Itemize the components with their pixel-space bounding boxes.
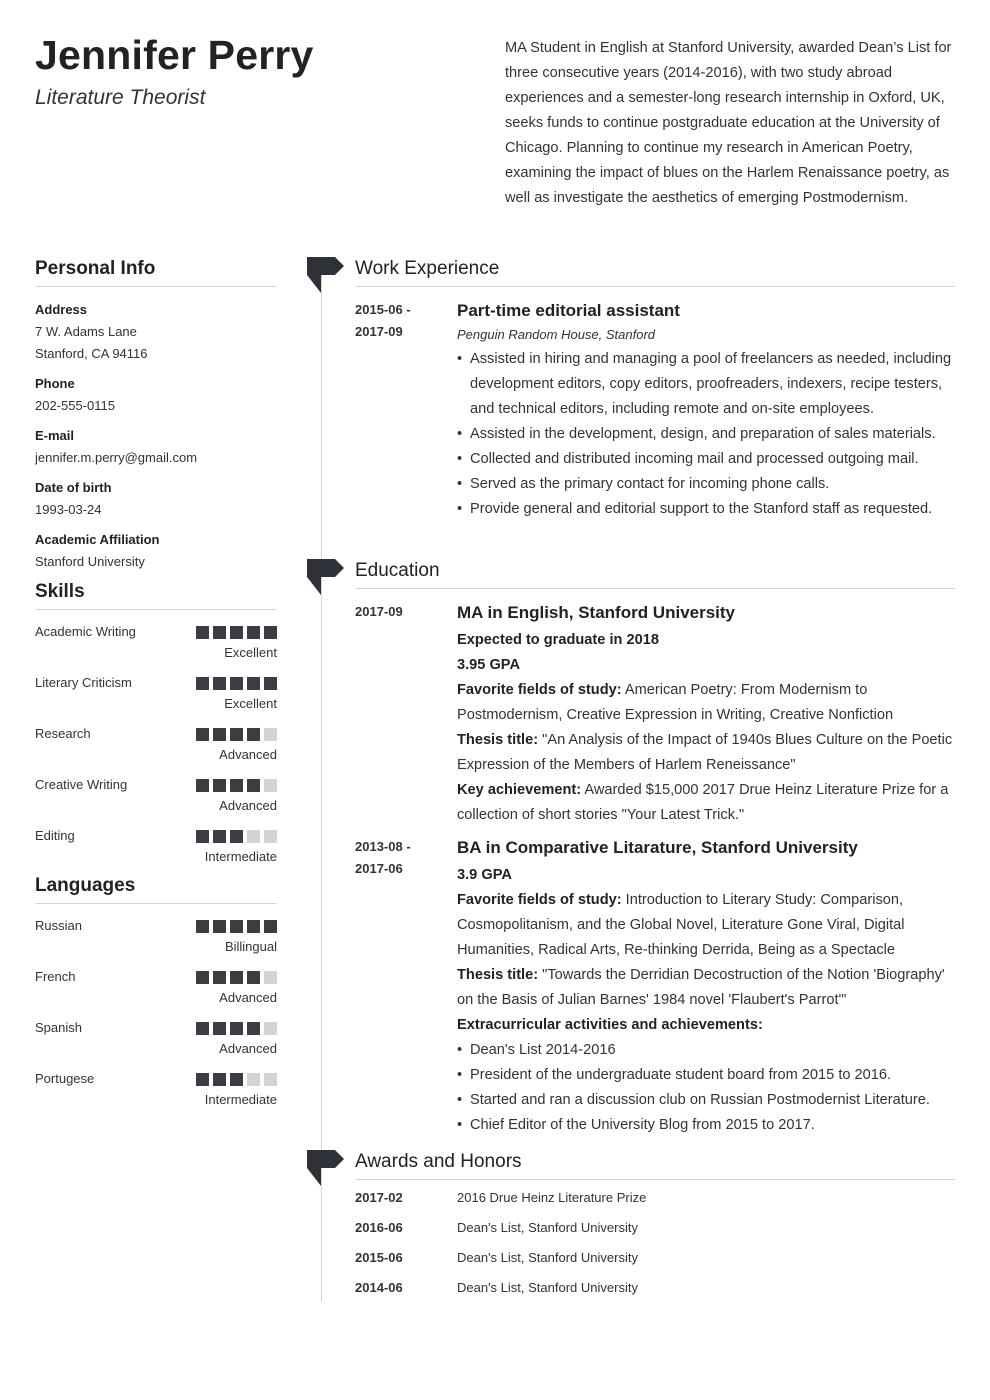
- section-marker-icon: [307, 1150, 344, 1187]
- award-date: 2014-06: [355, 1280, 403, 1295]
- education-entry-ma: [355, 601, 955, 828]
- rating-filled-square: [213, 677, 226, 690]
- date-start: 2015-06 -: [355, 302, 411, 317]
- rating-filled-square: [213, 1073, 226, 1086]
- skill-rating: [196, 830, 277, 843]
- rating-filled-square: [213, 1022, 226, 1035]
- rating-filled-square: [230, 1022, 243, 1035]
- thesis-text: "Towards the Derridian Decostruction of the Notion 'Biography' on the Basis of Julian Barnes' 1984 novel 'Flaubert's Parrot'": [457, 967, 945, 1008]
- rating-filled-square: [247, 677, 260, 690]
- extracurricular-label: Extracurricular activities and achievements:: [457, 1017, 763, 1033]
- rating-filled-square: [213, 779, 226, 792]
- rating-filled-square: [230, 920, 243, 933]
- personal-info-list: [35, 287, 277, 573]
- info-label: Address: [35, 302, 88, 317]
- info-label: E-mail: [35, 428, 75, 443]
- language-row: [35, 914, 277, 965]
- rating-filled-square: [213, 920, 226, 933]
- candidate-role: Literature Theorist: [35, 86, 206, 109]
- skill-name: Research: [35, 726, 91, 741]
- languages-title: Languages: [35, 875, 277, 904]
- rating-filled-square: [196, 677, 209, 690]
- education-title: Education: [355, 560, 955, 589]
- info-value: jennifer.m.perry@gmail.com: [35, 450, 198, 465]
- language-level: Billingual: [224, 939, 277, 954]
- section-marker-icon: [307, 559, 344, 596]
- profile-summary: MA Student in English at Stanford University, awarded Dean’s List for three consecutive years (2014-2016), with two study abroad experiences and a semester-long research internship in Oxford, UK, seeks funds to continue postgraduate education at the University of Chicago. Planning to continue my research in American Poetry, examining the impact of blues on the Harlem Renaissance poetry, as well as investigate the aesthetics of emerging Postmodernism.: [505, 40, 952, 206]
- rating-filled-square: [196, 728, 209, 741]
- skill-name: Academic Writing: [35, 624, 136, 639]
- rating-filled-square: [247, 728, 260, 741]
- key-label: Key achievement:: [457, 782, 582, 798]
- skill-level: Excellent: [224, 645, 277, 660]
- rating-filled-square: [230, 830, 243, 843]
- entry-body: [457, 836, 955, 1138]
- rating-filled-square: [213, 728, 226, 741]
- language-level: Advanced: [219, 990, 277, 1005]
- list-item: • Collected and distributed incoming mail and processed outgoing mail.: [457, 447, 955, 472]
- awards-section: [355, 1151, 955, 1306]
- skill-rating: [196, 626, 277, 639]
- info-phone: [35, 373, 277, 417]
- fields-of-study: [457, 678, 955, 728]
- extracurricular-bullets: [457, 1038, 955, 1138]
- rating-filled-square: [196, 1073, 209, 1086]
- rating-empty-square: [264, 779, 277, 792]
- info-value: Stanford, CA 94116: [35, 346, 148, 361]
- rating-empty-square: [264, 728, 277, 741]
- entry-date: [355, 836, 445, 880]
- fields-label: Favorite fields of study:: [457, 892, 622, 908]
- rating-filled-square: [264, 677, 277, 690]
- rating-filled-square: [230, 971, 243, 984]
- skill-level: Excellent: [224, 696, 277, 711]
- list-item: • Served as the primary contact for incoming phone calls.: [457, 472, 955, 497]
- language-row: [35, 1067, 277, 1118]
- skill-row: [35, 620, 277, 671]
- rating-filled-square: [213, 626, 226, 639]
- fields-label: Favorite fields of study:: [457, 682, 622, 698]
- skill-row: [35, 773, 277, 824]
- job-bullets: [457, 347, 955, 522]
- rating-filled-square: [230, 1073, 243, 1086]
- rating-filled-square: [230, 626, 243, 639]
- entry-date: 2017-09: [355, 604, 403, 619]
- thesis: [457, 963, 955, 1013]
- award-name: Dean's List, Stanford University: [457, 1220, 638, 1235]
- award-row: [355, 1216, 955, 1246]
- education-section: [355, 560, 955, 1138]
- degree-title: MA in English, Stanford University: [457, 603, 736, 622]
- skill-name: Editing: [35, 828, 75, 843]
- language-level: Advanced: [219, 1041, 277, 1056]
- date-end: 2017-09: [355, 324, 403, 339]
- award-row: [355, 1276, 955, 1306]
- rating-filled-square: [196, 1022, 209, 1035]
- skill-rating: [196, 728, 277, 741]
- info-address: [35, 299, 277, 365]
- skill-rating: [196, 677, 277, 690]
- rating-empty-square: [247, 830, 260, 843]
- skill-row: [35, 722, 277, 773]
- skill-rating: [196, 779, 277, 792]
- rating-filled-square: [196, 626, 209, 639]
- award-name: Dean's List, Stanford University: [457, 1280, 638, 1295]
- list-item: • President of the undergraduate student board from 2015 to 2016.: [457, 1063, 955, 1088]
- degree-title: BA in Comparative Litarature, Stanford University: [457, 838, 858, 857]
- fields-text: American Poetry: From Modernism to Postmodernism, Creative Expression in Writing, Creative Nonfiction: [457, 682, 894, 723]
- language-level: Intermediate: [204, 1092, 277, 1107]
- info-value: 7 W. Adams Lane: [35, 324, 137, 339]
- language-rating: [196, 1022, 277, 1035]
- award-row: [355, 1186, 955, 1216]
- language-name: Russian: [35, 918, 82, 933]
- info-value: 202-555-0115: [35, 398, 115, 413]
- job-title: Part-time editorial assistant: [457, 301, 680, 320]
- education-entry-ba: [355, 836, 955, 1138]
- rating-empty-square: [247, 1073, 260, 1086]
- rating-filled-square: [213, 971, 226, 984]
- rating-empty-square: [264, 1022, 277, 1035]
- list-item: • Dean's List 2014-2016: [457, 1038, 955, 1063]
- award-name: 2016 Drue Heinz Literature Prize: [457, 1190, 647, 1205]
- gpa: 3.95 GPA: [457, 657, 520, 673]
- rating-filled-square: [230, 677, 243, 690]
- personal-info-title: Personal Info: [35, 258, 277, 287]
- gpa: 3.9 GPA: [457, 867, 512, 883]
- rating-filled-square: [196, 920, 209, 933]
- info-affiliation: [35, 529, 277, 573]
- language-rating: [196, 971, 277, 984]
- language-row: [35, 965, 277, 1016]
- entry-body: [457, 299, 955, 522]
- expected-graduation: Expected to graduate in 2018: [457, 632, 659, 648]
- date-end: 2017-06: [355, 861, 403, 876]
- language-row: [35, 1016, 277, 1067]
- rating-filled-square: [230, 779, 243, 792]
- rating-filled-square: [196, 779, 209, 792]
- list-item: • Assisted in the development, design, and preparation of sales materials.: [457, 422, 955, 447]
- language-name: Portugese: [35, 1071, 95, 1086]
- skill-level: Advanced: [219, 747, 277, 762]
- awards-list: [355, 1180, 955, 1306]
- rating-filled-square: [247, 1022, 260, 1035]
- fields-text: Introduction to Literary Study: Comparison, Cosmopolitanism, and the Global Novel, Literature Gone Viral, Digital Humanities, Radical Arts, Re-thinking Derrida, Being as a Spectacle: [457, 892, 905, 958]
- rating-filled-square: [230, 728, 243, 741]
- skill-name: Creative Writing: [35, 777, 128, 792]
- rating-filled-square: [264, 626, 277, 639]
- award-date: 2015-06: [355, 1250, 403, 1265]
- rating-filled-square: [196, 971, 209, 984]
- skills-title: Skills: [35, 581, 277, 610]
- award-date: 2017-02: [355, 1190, 403, 1205]
- info-label: Academic Affiliation: [35, 532, 160, 547]
- info-email: [35, 425, 277, 469]
- language-name: French: [35, 969, 76, 984]
- language-name: Spanish: [35, 1020, 82, 1035]
- rating-filled-square: [196, 830, 209, 843]
- skill-row: [35, 671, 277, 722]
- award-date: 2016-06: [355, 1220, 403, 1235]
- rating-filled-square: [247, 626, 260, 639]
- left-column: [35, 258, 277, 1118]
- key-achievement: [457, 778, 955, 828]
- rating-filled-square: [247, 779, 260, 792]
- section-marker-icon: [307, 257, 344, 294]
- language-rating: [196, 1073, 277, 1086]
- rating-filled-square: [247, 971, 260, 984]
- skill-level: Intermediate: [204, 849, 277, 864]
- info-value: Stanford University: [35, 554, 145, 569]
- thesis-label: Thesis title:: [457, 967, 539, 983]
- award-row: [355, 1246, 955, 1276]
- list-item: • Provide general and editorial support to the Stanford staff as requested.: [457, 497, 955, 522]
- rating-empty-square: [264, 971, 277, 984]
- awards-title: Awards and Honors: [355, 1151, 955, 1180]
- list-item: • Started and ran a discussion club on Russian Postmodernist Literature.: [457, 1088, 955, 1113]
- rating-empty-square: [264, 1073, 277, 1086]
- award-name: Dean's List, Stanford University: [457, 1250, 638, 1265]
- skill-row: [35, 824, 277, 875]
- work-entry: [355, 299, 955, 522]
- language-rating: [196, 920, 277, 933]
- entry-date: [355, 299, 445, 343]
- timeline-line: [321, 262, 322, 1302]
- list-item: • Chief Editor of the University Blog from 2015 to 2017.: [457, 1113, 955, 1138]
- thesis-label: Thesis title:: [457, 732, 539, 748]
- info-label: Phone: [35, 376, 75, 391]
- work-experience-title: Work Experience: [355, 258, 955, 287]
- skills-list: [35, 610, 277, 875]
- list-item: • Assisted in hiring and managing a pool of freelancers as needed, including development editors, copy editors, proofreaders, indexers, recipe testers, and technical editors, including remote and on-site employees.: [457, 347, 955, 422]
- rating-empty-square: [264, 830, 277, 843]
- key-text: Awarded $15,000 2017 Drue Heinz Literature Prize for a collection of short stories "Your Latest Trick.": [457, 782, 949, 823]
- info-value: 1993-03-24: [35, 502, 102, 517]
- work-experience-section: [355, 258, 955, 522]
- entry-body: [457, 601, 955, 828]
- company-name: Penguin Random House, Stanford: [457, 327, 656, 342]
- thesis: [457, 728, 955, 778]
- skill-name: Literary Criticism: [35, 675, 132, 690]
- rating-filled-square: [247, 920, 260, 933]
- rating-filled-square: [213, 830, 226, 843]
- thesis-text: "An Analysis of the Impact of 1940s Blues Culture on the Poetic Expression of the Members of Harlem Reneissance": [457, 732, 953, 773]
- languages-list: [35, 904, 277, 1118]
- info-label: Date of birth: [35, 480, 112, 495]
- date-start: 2013-08 -: [355, 839, 411, 854]
- fields-of-study: [457, 888, 955, 963]
- candidate-name: Jennifer Perry: [35, 32, 314, 78]
- rating-filled-square: [264, 920, 277, 933]
- skill-level: Advanced: [219, 798, 277, 813]
- info-birthdate: [35, 477, 277, 521]
